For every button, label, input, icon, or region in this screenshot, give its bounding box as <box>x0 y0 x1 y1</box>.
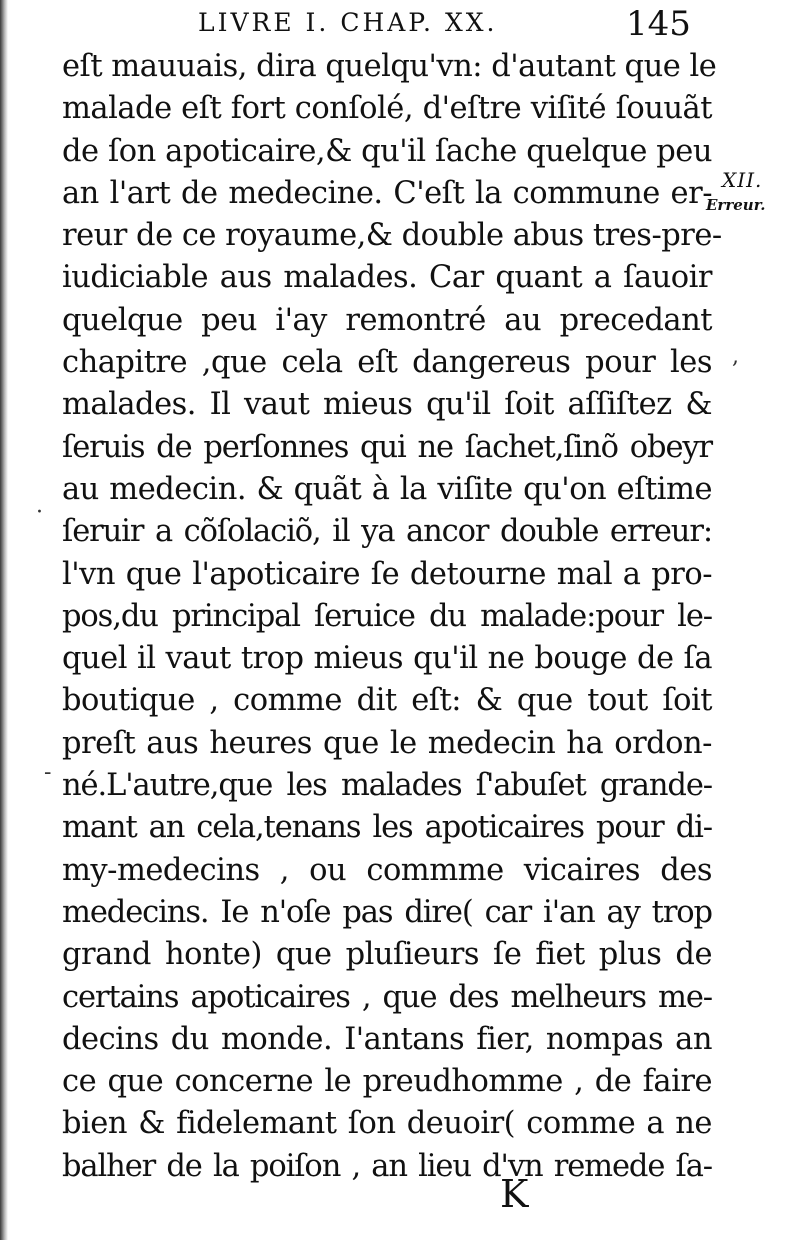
text-line: malades. Il vaut mieus qu'il ſoit aſſiſtez & <box>62 387 712 423</box>
signature-mark: K <box>500 1172 529 1216</box>
text-line: malade eſt fort conſolé, d'eſtre viſité ſouuãt <box>62 91 712 127</box>
text-line: quelque peu i'ay remontré au precedant <box>62 302 712 338</box>
text-line: preſt aus heures que le medecin ha ordon- <box>62 725 712 761</box>
text-line: au medecin. & quãt à la viſite qu'on eſtime <box>62 471 712 507</box>
margin-tick-mark: · <box>36 500 43 525</box>
running-head <box>0 4 800 44</box>
text-line: certains apoticaires , que des melheurs me- <box>62 979 712 1015</box>
text-line: boutique , comme dit eſt: & que tout ſoit <box>62 683 712 719</box>
text-line: decins du monde. I'antans fier, nompas an <box>62 1021 712 1057</box>
text-line: chapitre ,que cela eſt dangereus pour les <box>62 345 712 381</box>
running-head-title: LIVRE I. CHAP. XX. <box>198 8 498 37</box>
margin-tick-mark: , <box>732 344 739 369</box>
margin-note-numeral: XII. <box>722 168 763 192</box>
text-line: de ſon apoticaire,& qu'il ſache quelque peu <box>62 133 712 169</box>
page-number: 145 <box>626 4 691 44</box>
body-text <box>62 46 722 1188</box>
text-line: ce que concerne le preudhomme , de faire <box>62 1064 712 1100</box>
text-line: an l'art de medecine. C'eſt la commune er- <box>62 175 712 211</box>
text-line: pos,du principal ſeruice du malade:pour le- <box>62 598 712 634</box>
text-line: né.L'autre,que les malades ſ'abuſet grande- <box>62 768 712 804</box>
text-line: balher de la poiſon , an lieu d'vn remede ſa- <box>62 1148 712 1184</box>
text-line: ſeruir a cõſolaciõ, il ya ancor double erreur: <box>62 514 712 550</box>
text-line: reur de ce royaume,& double abus tres-pre- <box>62 218 722 254</box>
text-line: grand honte) que pluſieurs ſe fiet plus de <box>62 937 712 973</box>
margin-tick-mark: - <box>44 760 52 785</box>
text-line: mant an cela,tenans les apoticaires pour di- <box>62 810 712 846</box>
text-line: my-medecins , ou commme vicaires des <box>62 852 712 888</box>
text-line: bien & fidelemant ſon deuoir( comme a ne <box>62 1106 712 1142</box>
text-line: l'vn que l'apoticaire ſe detourne mal a pro- <box>62 556 712 592</box>
text-line: iudiciable aus malades. Car quant a ſauoir <box>62 260 712 296</box>
text-line: ſeruis de perſonnes qui ne ſachet,ſinõ obeyr <box>62 429 712 465</box>
text-line: medecins. Ie n'oſe pas dire( car i'an ay trop <box>62 894 712 930</box>
scan-edge-shadow <box>0 0 8 1240</box>
text-line: eſt mauuais, dira quelqu'vn: d'autant que le <box>62 49 717 84</box>
margin-note-word: Erreur. <box>706 196 766 214</box>
text-line: quel il vaut trop mieus qu'il ne bouge de ſa <box>62 641 712 677</box>
